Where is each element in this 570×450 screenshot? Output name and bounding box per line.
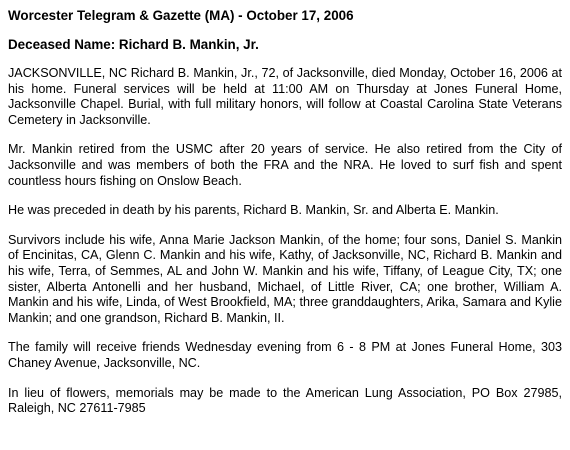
paragraph-memorials: In lieu of flowers, memorials may be made to the American Lung Association, PO Box 27985, Raleigh, NC 27611-7985 <box>8 385 562 416</box>
deceased-name-heading: Deceased Name: Richard B. Mankin, Jr. <box>8 37 259 52</box>
paragraph-career: Mr. Mankin retired from the USMC after 20 years of service. He also retired from the City of Jacksonville and was members of both the FRA and the NRA. He loved to surf fish and spent countless hours fishing on Onslow Beach. <box>8 142 562 188</box>
paragraph-visitation: The family will receive friends Wednesday evening from 6 - 8 PM at Jones Funeral Home, 303 Chaney Avenue, Jacksonville, NC. <box>8 340 562 370</box>
page-title: Worcester Telegram & Gazette (MA) - October 17, 2006 <box>8 8 354 23</box>
paragraph-death-notice: JACKSONVILLE, NC Richard B. Mankin, Jr., 72, of Jacksonville, died Monday, October 16, 2006 at his home. Funeral services will be held at 11:00 AM on Thursday at Jones Funeral Home, Jacksonville Chapel. Burial, with full military honors, will follow at Coastal Carolina State Veterans Cemetery in Jacksonville. <box>8 66 562 127</box>
paragraph-preceded: He was preceded in death by his parents, Richard B. Mankin, Sr. and Alberta E. Mankin. <box>8 203 499 218</box>
paragraph-survivors: Survivors include his wife, Anna Marie Jackson Mankin, of the home; four sons, Daniel S. Mankin of Encinitas, CA, Glenn C. Mankin and his wife, Kathy, of Jacksonville, NC, Richard B. Mankin and his wife, Terra, of Semmes, AL and John W. Mankin and his wife, Tiffany, of League City, TX; one sister, Alberta Antonelli and her husband, Michael, of Little River, CA; one brother, William A. Mankin and his wife, Linda, of West Brookfield, MA; three granddaughters, Arika, Samara and Kylie Mankin; and one grandson, Richard B. Mankin, II. <box>8 232 562 325</box>
